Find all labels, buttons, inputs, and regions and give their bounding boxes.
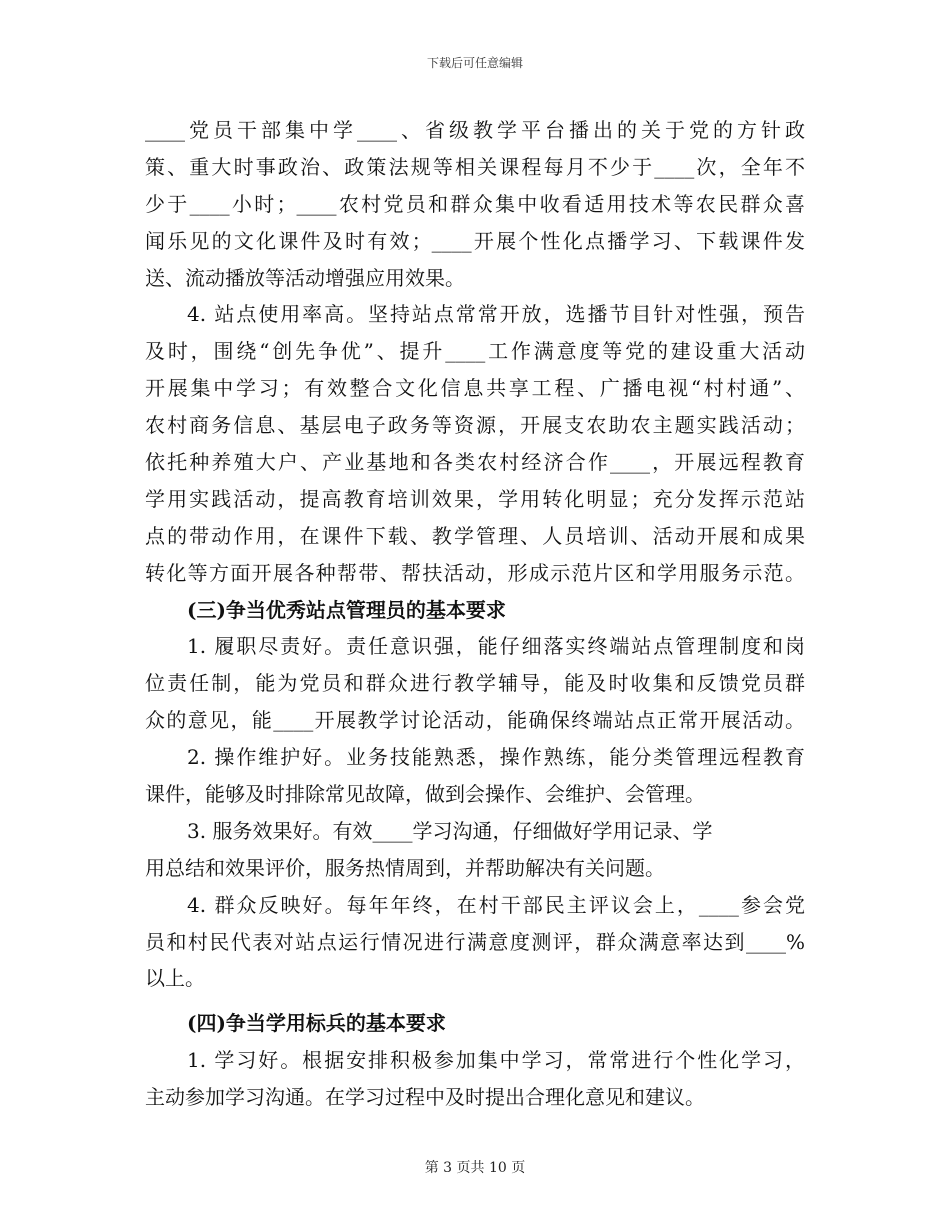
- paragraph-line: 送、流动播放等活动增强应用效果。: [145, 265, 465, 290]
- paragraph-line: 位责任制，能为党员和群众进行教学辅导，能及时收集和反馈党员群: [145, 671, 805, 696]
- page-header: 下载后可任意编辑: [426, 56, 523, 70]
- paragraph-line: 学用实践活动，提高教育培训效果，学用转化明显；充分发挥示范站: [145, 486, 805, 511]
- paragraph-line: 及时，围绕“创先争优”、提升____工作满意度等党的建设重大活动: [145, 339, 805, 364]
- paragraph-line: 转化等方面开展各种帮带、帮扶活动，形成示范片区和学用服务示范。: [145, 560, 805, 585]
- section-heading: (三)争当优秀站点管理员的基本要求: [187, 597, 506, 622]
- paragraph-line: 1. 学习好。根据安排积极参加集中学习，常常进行个性化学习，: [187, 1048, 805, 1073]
- section-heading: (四)争当学用标兵的基本要求: [187, 1011, 446, 1036]
- paragraph-line: 4. 群众反映好。每年年终，在村干部民主评议会上，____参会党: [187, 892, 805, 917]
- paragraph-line: 农村商务信息、基层电子政务等资源，开展支农助农主题实践活动；: [145, 413, 805, 438]
- paragraph-line: 依托种养殖大户、产业基地和各类农村经济合作____，开展远程教育: [145, 450, 805, 475]
- paragraph-line: 点的带动作用，在课件下载、教学管理、人员培训、活动开展和成果: [145, 523, 805, 548]
- paragraph-line: ____党员干部集中学____、省级教学平台播出的关于党的方针政: [145, 118, 805, 142]
- paragraph-line: 主动参加学习沟通。在学习过程中及时提出合理化意见和建议。: [145, 1085, 705, 1110]
- paragraph-line: 少于____小时；____农村党员和群众集中收看适用技术等农民群众喜: [145, 191, 805, 216]
- paragraph-line: 1. 履职尽责好。责任意识强，能仔细落实终端站点管理制度和岗: [187, 634, 805, 659]
- paragraph-line: 用总结和效果评价，服务热情周到，并帮助解决有关问题。: [145, 855, 665, 880]
- paragraph-line: 众的意见，能____开展教学讨论活动，能确保终端站点正常开展活动。: [145, 708, 805, 733]
- paragraph-line: 策、重大时事政治、政策法规等相关课程每月不少于____次，全年不: [145, 154, 805, 179]
- paragraph-line: 2. 操作维护好。业务技能熟悉，操作熟练，能分类管理远程教育: [187, 745, 805, 770]
- paragraph-line: 开展集中学习；有效整合文化信息共享工程、广播电视“村村通”、: [145, 376, 805, 401]
- document-body: [145, 112, 805, 1116]
- paragraph-line: 闻乐见的文化课件及时有效；____开展个性化点播学习、下载课件发: [145, 228, 805, 253]
- paragraph-line: 员和村民代表对站点运行情况进行满意度测评，群众满意率达到____%: [145, 929, 805, 954]
- paragraph-line: 4. 站点使用率高。坚持站点常常开放，选播节目针对性强，预告: [187, 302, 805, 327]
- paragraph-line: 3. 服务效果好。有效____学习沟通，仔细做好学用记录、学: [187, 818, 713, 843]
- page-footer: 第 3 页共 10 页: [424, 1160, 526, 1176]
- paragraph-line: 以上。: [145, 966, 205, 991]
- paragraph-line: 课件，能够及时排除常见故障，做到会操作、会维护、会管理。: [145, 782, 705, 807]
